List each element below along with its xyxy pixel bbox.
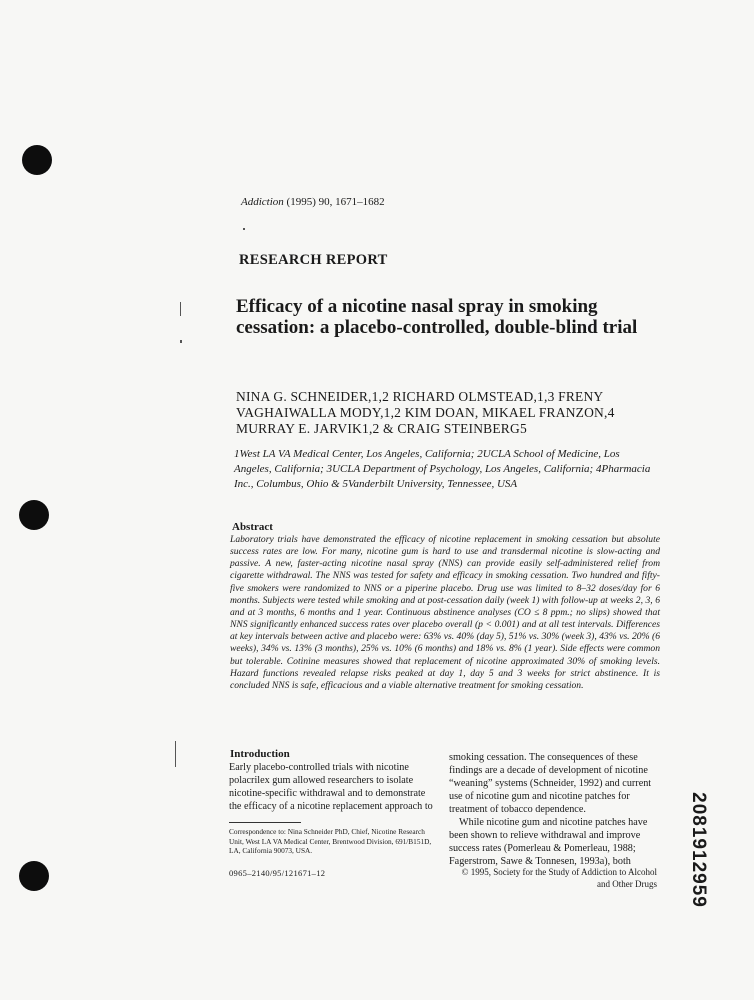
copyright-notice: [449, 866, 657, 890]
copyright-line: © 1995, Society for the Study of Addiction to Alcohol: [461, 867, 657, 877]
issn-code: 0965–2140/95/121671–12: [229, 868, 326, 878]
scan-mark: [180, 340, 182, 343]
author-list: NINA G. SCHNEIDER,1,2 RICHARD OLMSTEAD,1,3 FRENY VAGHAIWALLA MODY,1,2 KIM DOAN, MIKAEL FRANZON,4 MURRAY E. JARVIK1,2 & CRAIG STEINBERG5: [236, 389, 615, 436]
document-number-text: 2081912959: [688, 792, 709, 908]
intro-paragraph: smoking cessation. The consequences of these findings are a decade of development of nicotine “weaning” systems (Schneider, 1992) and current use of nicotine gum and nicotine patches for treatment of tobacco dependence.: [449, 752, 652, 815]
abstract-text: Laboratory trials have demonstrated the efficacy of nicotine replacement in smoking cessation but absolute success rates are low. For many, nicotine gum is hard to use and transdermal nicotine is slow-acting and passive. A new, faster-acting nicotine nasal spray (NNS) can provide easily self-administered relief from cigarette withdrawal. The NNS was tested for safety and efficacy in smoking cessation. Two hundred and fifty-five smokers were randomized to NNS or a piperine placebo. Drug use was limited to 8–32 doses/day for 6 months. Subjects were tested while smoking and at post-cessation daily (week 1) with follow-up at weeks 2, 3, 6 and at 3 months, 6 months and 1 year. Continuous abstinence analyses (CO ≤ 8 ppm.; no slips) showed that NNS significantly enhanced success rates over placebo overall (p < 0.001) and at all test intervals. Differences at key intervals between active and placebo were: 63% vs. 40% (day 5), 51% vs. 30% (week 3), 43% vs. 20% (6 weeks), 34% vs. 13% (3 months), 25% vs. 10% (6 months) and 18% vs. 8% (1 year). Side effects were common but tolerable. Cotinine measures showed that replacement of nicotine approximated 30% of smoking levels. Hazard functions revealed relapse risks peaked at day 1, day 5 and 3 weeks for strict abstinence. It is concluded NNS is safe, efficacious and a viable alternative treatment for smoking cessation.: [230, 534, 660, 691]
journal-volume-pages: (1995) 90, 1671–1682: [283, 196, 385, 208]
journal-citation: [241, 196, 385, 208]
footnote-rule: [229, 822, 301, 823]
article-title: Efficacy of a nicotine nasal spray in smoking cessation: a placebo-controlled, double-blind trial: [236, 296, 638, 338]
abstract-heading: Abstract: [232, 521, 273, 533]
affiliations: 1West LA VA Medical Center, Los Angeles, California; 2UCLA School of Medicine, Los Angeles, California; 3UCLA Department of Psychology, Los Angeles, California; 4Pharmacia Inc., Columbus, Ohio & 5Vanderbilt University, Tennessee, USA: [234, 448, 651, 490]
scan-mark: [180, 302, 181, 316]
journal-name: Addiction: [241, 196, 284, 208]
scan-mark: [243, 228, 245, 230]
section-label: RESEARCH REPORT: [239, 252, 388, 268]
intro-paragraph: While nicotine gum and nicotine patches have been shown to relieve withdrawal and improve success rates (Pomerleau & Pomerleau, 1988; Fagerstrom, Sawe & Tonnesen, 1993a), both: [449, 817, 648, 867]
introduction-heading: Introduction: [230, 748, 290, 760]
introduction-right-column: [449, 751, 659, 868]
introduction-left-column: Early placebo-controlled trials with nicotine polacrilex gum allowed researchers to isolate nicotine-specific withdrawal and to demonstrate the efficacy of a nicotine replacement approach to: [229, 762, 433, 812]
punch-hole: [22, 145, 52, 175]
punch-hole: [19, 861, 49, 891]
document-number: [683, 790, 713, 910]
correspondence-note: Correspondence to: Nina Schneider PhD, Chief, Nicotine Research Unit, West LA VA Medical Center, Brentwood Division, 691/B151D, LA, California 90073, USA.: [229, 827, 432, 855]
punch-hole: [19, 500, 49, 530]
copyright-line: and Other Drugs: [597, 879, 657, 889]
scan-mark: [175, 741, 176, 767]
